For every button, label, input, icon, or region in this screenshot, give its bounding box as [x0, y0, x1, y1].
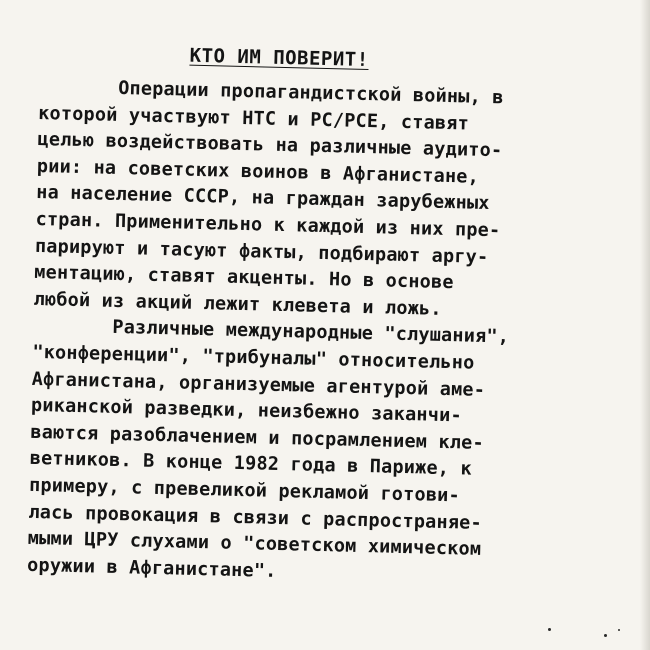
- text-line: которой участвуют НТС и РС/РСЕ, ставят: [37, 102, 470, 135]
- page-edge-shadow: [640, 0, 650, 650]
- ink-speck: [548, 628, 551, 631]
- typewritten-text-block: [27, 40, 630, 594]
- text-line: мыми ЦРУ слухами о "советском химическом: [27, 527, 482, 561]
- text-line: оружии в Афганистане".: [26, 554, 277, 582]
- text-line: Афганистана, организуемые агентурой аме-: [31, 368, 486, 401]
- text-line: риканской разведки, неизбежно заканчи-: [30, 395, 463, 427]
- text-line: рии: на советских воинов в Афганистане,: [36, 155, 480, 188]
- text-line: на население СССР, на граждан зарубежных: [36, 182, 490, 215]
- text-line: Различные международные "слушания",: [32, 315, 510, 348]
- text-line: ветников. В конце 1982 года в Париже, к: [29, 448, 473, 480]
- text-line: лась провокация в связи с распространяе-: [28, 501, 483, 534]
- text-line: целью воздействовать на различные аудито-: [37, 129, 503, 162]
- text-line: ментацию, ставят акценты. Но в основе: [34, 262, 454, 294]
- text-line: "конференции", "трибуналы" относительно: [32, 341, 475, 374]
- text-line: стран. Применительно к каждой из них пре-: [35, 208, 501, 242]
- ink-speck: [618, 629, 620, 631]
- text-line: примеру, с превеликой рекламой готови-: [28, 474, 461, 507]
- text-line: любой из акций лежит клевета и ложь.: [33, 288, 442, 320]
- text-line: парируют и тасуют факты, подбирают аргу-: [34, 235, 489, 268]
- text-line: ваются разоблачением и посрамлением кле-: [30, 421, 485, 454]
- ink-speck: [604, 634, 607, 637]
- text-line: Операции пропагандистской войны, в: [38, 75, 504, 109]
- page-title: КТО ИМ ПОВЕРИТ!: [189, 44, 369, 72]
